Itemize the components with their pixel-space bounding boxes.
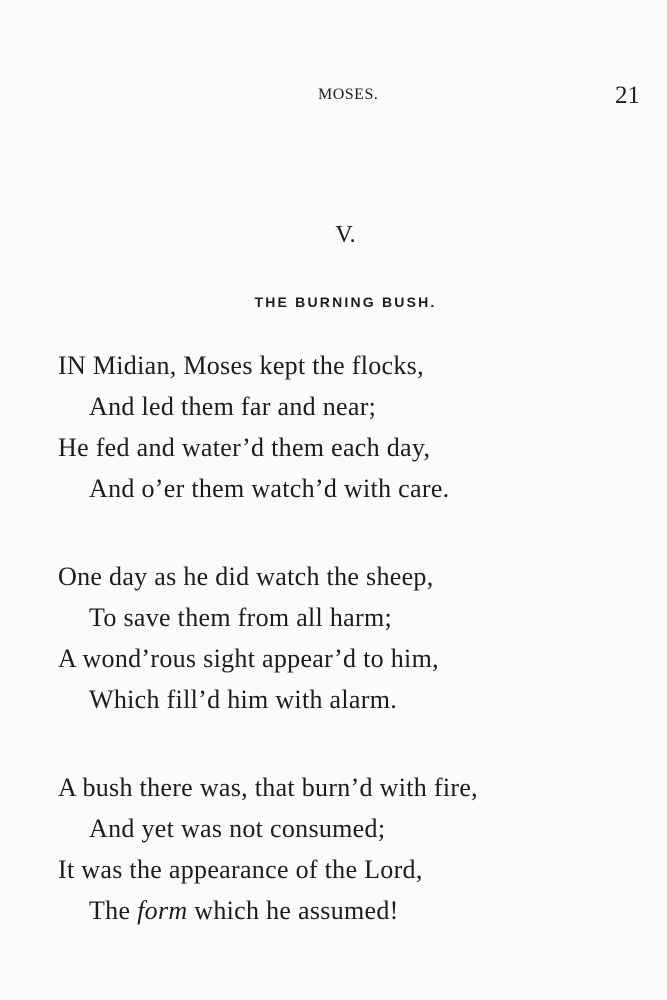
poem-line: And yet was not consumed;: [89, 814, 386, 843]
poem-line: He fed and water’d them each day,: [58, 433, 431, 462]
section-title: THE BURNING BUSH.: [254, 294, 437, 310]
poem-line-emphasis: [58, 890, 658, 931]
section-numeral: V.: [335, 222, 356, 248]
stanza-3: [58, 767, 658, 931]
poem-line: Which fill’d him with alarm.: [89, 685, 398, 714]
page-number: 21: [615, 82, 640, 109]
line-text-after: which he assumed!: [187, 896, 399, 925]
running-title: MOSES.: [318, 86, 379, 103]
poem-line: It was the appearance of the Lord,: [58, 855, 423, 884]
stanza-2: [58, 556, 658, 720]
poem-line: And led them far and near;: [89, 392, 377, 421]
poem-line: To save them from all harm;: [89, 603, 393, 632]
poem-line: A bush there was, that burn’d with fire,: [58, 773, 478, 802]
poem: [58, 345, 658, 978]
running-head: [0, 84, 667, 114]
line-text-before: The: [89, 896, 138, 925]
emphasized-word: form: [137, 896, 188, 925]
poem-line: One day as he did watch the sheep,: [58, 562, 434, 591]
poem-line: And o’er them watch’d with care.: [89, 474, 450, 503]
poem-line: A wond’rous sight appear’d to him,: [58, 644, 439, 673]
poem-line: IN Midian, Moses kept the flocks,: [58, 351, 424, 380]
stanza-1: [58, 345, 658, 509]
